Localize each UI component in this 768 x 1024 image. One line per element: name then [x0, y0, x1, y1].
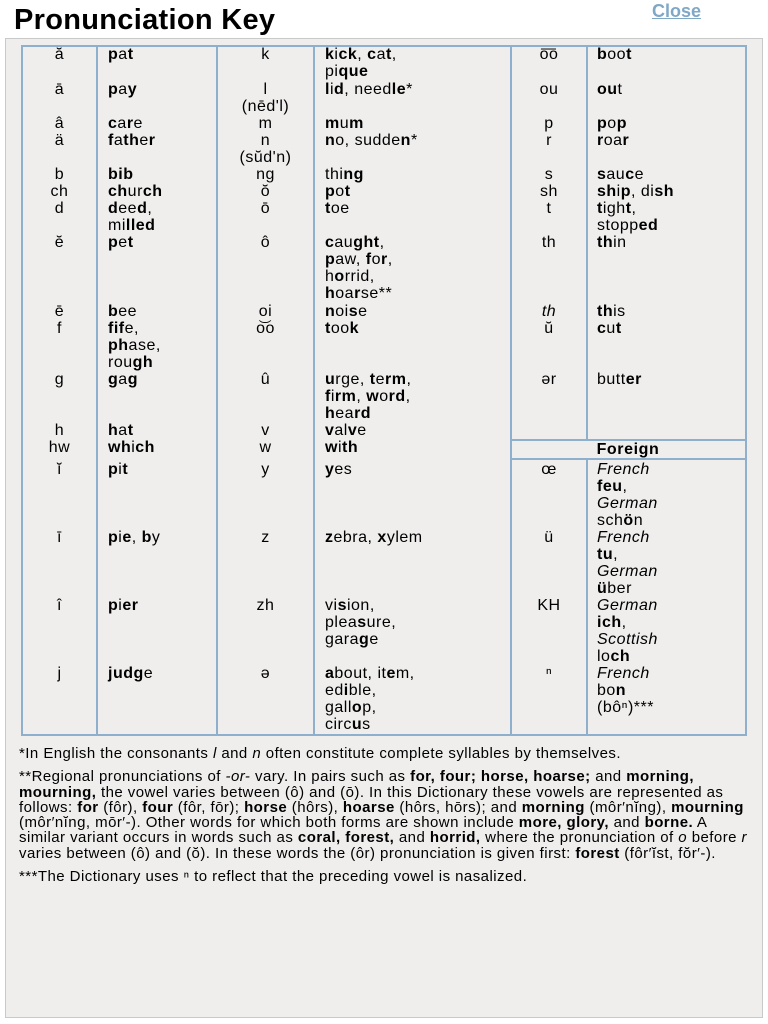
example-word-cell: kick, cat, pique [325, 46, 397, 80]
symbol-cell: ī [57, 529, 62, 546]
symbol-cell: k [261, 46, 270, 63]
example-word-cell: boot [597, 46, 632, 63]
example-word-cell: caught, paw, for, horrid, hoarse** [325, 234, 393, 302]
symbol-cell: ŭ [544, 320, 554, 337]
symbol-cell: ou [539, 81, 559, 98]
symbol-cell: n (sŭd'n) [239, 132, 292, 166]
example-word-cell: cut [597, 320, 622, 337]
example-word-cell: vision, pleasure, garage [325, 597, 397, 648]
symbol-cell: ch [50, 183, 69, 200]
example-word-cell: pit [108, 461, 129, 478]
table-border-bottom [21, 734, 747, 736]
symbol-cell: h [54, 422, 65, 439]
symbol-cell: ü [544, 529, 554, 546]
symbol-cell: î [57, 597, 62, 614]
symbol-cell: û [260, 371, 271, 388]
symbol-cell: ər [541, 371, 557, 388]
example-word-cell: about, item, edible, gallop, circus [325, 665, 415, 733]
example-word-cell: French tu, German über [597, 529, 658, 597]
example-word-cell: with [325, 439, 359, 456]
example-word-cell: judge [108, 665, 154, 682]
symbol-cell: ĕ [54, 234, 65, 251]
symbol-cell: ō [260, 200, 271, 217]
symbol-cell: â [54, 115, 65, 132]
symbol-cell: ē [54, 303, 65, 320]
symbol-cell: o͝o [256, 320, 275, 337]
close-link[interactable]: Close [652, 1, 702, 21]
example-word-cell: roar [597, 132, 630, 149]
symbol-cell: ă [54, 46, 65, 63]
symbol-cell: p [544, 115, 554, 132]
example-word-cell: pet [108, 234, 134, 251]
symbol-cell: s [544, 166, 554, 183]
example-word-cell: no, sudden* [325, 132, 418, 149]
symbol-cell: œ [541, 461, 557, 478]
symbol-cell: m [258, 115, 273, 132]
footnotes [19, 746, 747, 892]
symbol-cell: v [261, 422, 270, 439]
symbol-cell: oi [258, 303, 273, 320]
symbol-cell: sh [540, 183, 558, 200]
symbol-cell: b [54, 166, 65, 183]
example-word-cell: French bon (bôⁿ)*** [597, 665, 654, 716]
symbol-cell: ĭ [57, 461, 62, 478]
symbol-cell: th [541, 303, 557, 320]
symbol-cell: ā [54, 81, 65, 98]
symbol-cell: ŏ [260, 183, 271, 200]
column-divider [586, 459, 588, 736]
example-word-cell: mum [325, 115, 364, 132]
example-word-cell: pie, by [108, 529, 161, 546]
example-word-cell: deed, milled [108, 200, 156, 234]
symbol-cell: ə [260, 665, 271, 682]
example-word-cell: butter [597, 371, 642, 388]
column-divider [96, 45, 98, 736]
example-word-cell: pier [108, 597, 139, 614]
example-word-cell: yes [325, 461, 353, 478]
symbol-cell: zh [256, 597, 275, 614]
symbol-cell: ä [54, 132, 65, 149]
symbol-cell: z [261, 529, 270, 546]
symbol-cell: f [57, 320, 62, 337]
foreign-heading: Foreign [596, 441, 660, 458]
example-word-cell: French feu, German schön [597, 461, 658, 529]
example-word-cell: took [325, 320, 360, 337]
symbol-cell: d [54, 200, 65, 217]
symbol-cell: th [541, 234, 557, 251]
example-word-cell: lid, needle* [325, 81, 413, 98]
example-word-cell: fife, phase, rough [108, 320, 161, 371]
example-word-cell: zebra, xylem [325, 529, 423, 546]
symbol-cell: t [546, 200, 552, 217]
example-word-cell: gag [108, 371, 138, 388]
symbol-cell: r [546, 132, 552, 149]
symbol-cell: l (nēd'l) [241, 81, 290, 115]
example-word-cell: pay [108, 81, 138, 98]
example-word-cell: which [108, 439, 155, 456]
symbol-cell: y [261, 461, 270, 478]
footnote: **Regional pronunciations of -or- vary. In pairs such as for, four; horse, hoarse; and morning, mourning, the vowel varies between (ô) and (ō). In this Dictionary these vowels are represented as follows: for (fôr), four (fôr, fōr); horse (hôrs), hoarse (hôrs, hōrs); and morning (môr′nĭng), mourning (môr′nĭng, mōr′-). Other words for which both forms are shown include more, glory, and borne. A similar variant occurs in words such as coral, forest, and horrid, where the pronunciation of o before r varies between (ô) and (ŏ). In these words the (ôr) pronunciation is given first: forest (fôr′ĭst, fŏr′-). [19, 768, 747, 862]
example-word-cell: ship, dish [597, 183, 675, 200]
symbol-cell: g [54, 371, 65, 388]
example-word-cell: father [108, 132, 156, 149]
column-divider [313, 45, 315, 736]
example-word-cell: tight, stopped [597, 200, 659, 234]
symbol-cell: j [57, 665, 62, 682]
example-word-cell: thing [325, 166, 364, 183]
example-word-cell: pop [597, 115, 627, 132]
example-word-cell: sauce [597, 166, 645, 183]
footnote: ***The Dictionary uses ⁿ to reflect that the preceding vowel is nasalized. [19, 868, 528, 886]
symbol-cell: hw [48, 439, 71, 456]
example-word-cell: bib [108, 166, 134, 183]
symbol-cell: o͞o [539, 46, 559, 63]
example-word-cell: thin [597, 234, 627, 251]
page-title: Pronunciation Key [14, 4, 276, 36]
example-word-cell: out [597, 81, 623, 98]
example-word-cell: toe [325, 200, 350, 217]
column-divider [586, 45, 588, 441]
example-word-cell: valve [325, 422, 367, 439]
example-word-cell: this [597, 303, 626, 320]
example-word-cell: bee [108, 303, 138, 320]
symbol-cell: ô [260, 234, 271, 251]
example-word-cell: church [108, 183, 163, 200]
example-word-cell: care [108, 115, 143, 132]
example-word-cell: pat [108, 46, 134, 63]
example-word-cell: noise [325, 303, 368, 320]
symbol-cell: w [259, 439, 272, 456]
example-word-cell: hat [108, 422, 134, 439]
symbol-cell: KH [537, 597, 561, 614]
symbol-cell: ⁿ [545, 665, 553, 682]
footnote: *In English the consonants l and n often constitute complete syllables by themselves. [19, 745, 621, 762]
example-word-cell: urge, term, firm, word, heard [325, 371, 412, 422]
symbol-cell: ng [256, 166, 275, 183]
table-border-right [745, 45, 747, 736]
example-word-cell: pot [325, 183, 351, 200]
example-word-cell: German ich, Scottish loch [597, 597, 658, 665]
